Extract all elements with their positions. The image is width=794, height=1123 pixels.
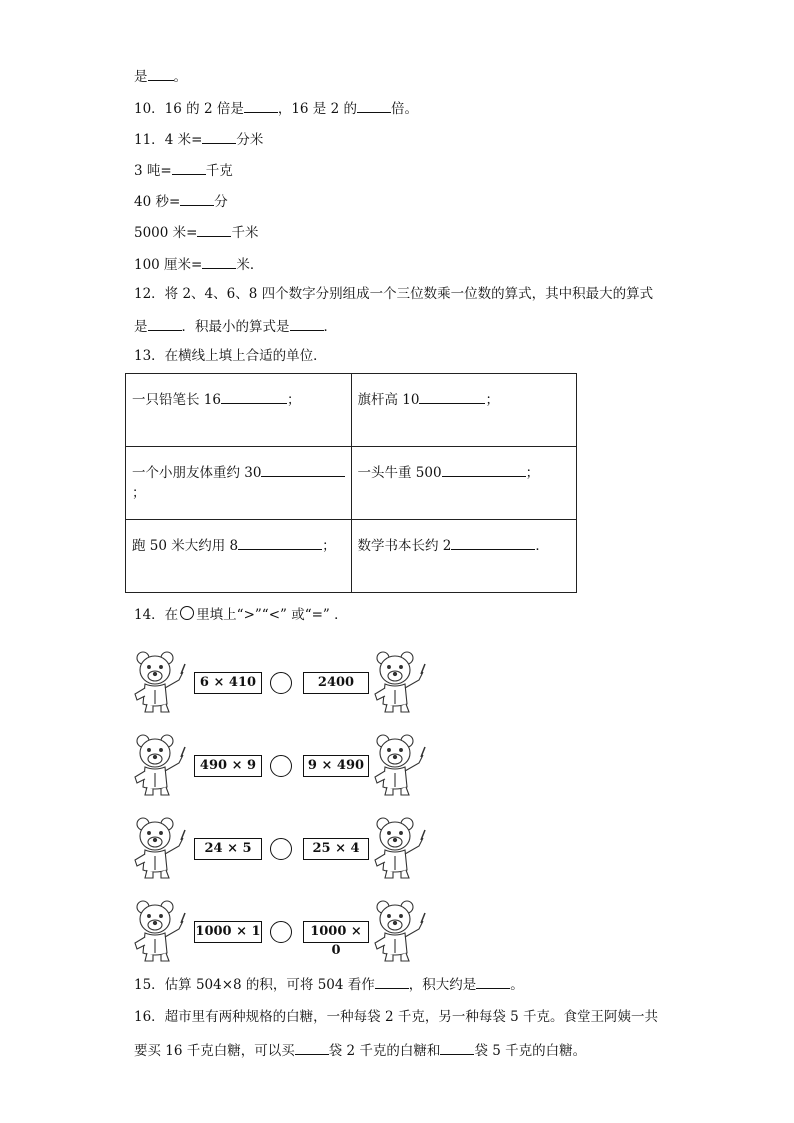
answer-blank[interactable] bbox=[476, 974, 510, 989]
unit-cell bbox=[351, 374, 577, 447]
q15-text-b: ，积大约是 bbox=[408, 977, 477, 993]
q12-text-a: 是 bbox=[134, 319, 148, 335]
answer-blank[interactable] bbox=[442, 462, 526, 477]
bear-mascot-icon bbox=[373, 729, 427, 797]
question-11-line-5 bbox=[134, 254, 263, 274]
question-16-line-1 bbox=[134, 1008, 658, 1026]
q11-item-right: 千克 bbox=[205, 163, 233, 179]
q15-text-a: 15．估算 504×8 的积，可将 504 看作 bbox=[134, 977, 375, 993]
q13-text: 13．在横线上填上合适的单位． bbox=[134, 348, 327, 364]
right-expression: 2400 bbox=[303, 672, 369, 694]
question-15 bbox=[134, 974, 524, 994]
q10-text-a: 10．16 的 2 倍是 bbox=[134, 101, 244, 117]
bear-mascot-icon bbox=[133, 812, 187, 880]
q11-item-right: 米． bbox=[236, 257, 264, 273]
q11-item-left: 100 厘米= bbox=[134, 257, 203, 273]
unit-cell-end: ； bbox=[286, 392, 301, 408]
bear-mascot-icon bbox=[373, 646, 427, 714]
answer-blank[interactable] bbox=[290, 316, 324, 331]
q16-text-a: 要买 16 千克白糖，可以买 bbox=[134, 1043, 295, 1059]
unit-cell-text: 一个小朋友体重约 30 bbox=[132, 465, 262, 481]
unit-cell-text: 跑 50 米大约用 8 bbox=[132, 538, 239, 554]
q11-item-right: 分 bbox=[214, 194, 228, 210]
unit-cell bbox=[126, 520, 352, 593]
q11-item-right: 千米 bbox=[231, 225, 259, 241]
question-12-line-2 bbox=[134, 316, 337, 336]
bear-mascot-icon bbox=[133, 729, 187, 797]
right-expression: 1000 × 0 bbox=[303, 921, 369, 943]
unit-cell bbox=[351, 520, 577, 593]
q11-item-left: 40 秒= bbox=[134, 194, 181, 210]
answer-blank[interactable] bbox=[244, 98, 278, 113]
q12-text-b: ．积最小的算式是 bbox=[181, 319, 290, 335]
q12-text-c: ． bbox=[323, 319, 337, 335]
unit-cell bbox=[126, 374, 352, 447]
q10-text-c: 倍。 bbox=[390, 101, 418, 117]
answer-blank[interactable] bbox=[148, 316, 182, 331]
unit-cell-end: ； bbox=[132, 485, 146, 501]
bear-mascot-icon bbox=[373, 812, 427, 880]
question-11-line-4 bbox=[134, 222, 258, 242]
compare-circle[interactable] bbox=[270, 672, 292, 694]
compare-circle[interactable] bbox=[270, 838, 292, 860]
question-16-line-2 bbox=[134, 1040, 586, 1060]
q11-item-right: 分米 bbox=[236, 132, 264, 148]
q9-tail-end: 。 bbox=[173, 69, 187, 85]
q16-text: 16．超市里有两种规格的白糖，一种每袋 2 千克，另一种每袋 5 千克。食堂王阿姨一共 bbox=[134, 1009, 659, 1025]
q11-number: 11． bbox=[134, 132, 165, 148]
q11-item-left: 3 吨= bbox=[134, 163, 172, 179]
compare-row bbox=[133, 729, 433, 801]
bear-mascot-icon bbox=[373, 895, 427, 963]
question-14-title bbox=[134, 606, 348, 624]
unit-cell bbox=[126, 447, 352, 520]
right-expression: 25 × 4 bbox=[303, 838, 369, 860]
q16-text-b: 袋 2 千克的白糖和 bbox=[328, 1043, 441, 1059]
circle-icon bbox=[180, 606, 194, 620]
unit-cell-end: ． bbox=[535, 538, 549, 554]
q9-tail-text: 是 bbox=[134, 69, 148, 85]
answer-blank[interactable] bbox=[357, 98, 391, 113]
answer-blank[interactable] bbox=[202, 129, 236, 144]
answer-blank[interactable] bbox=[238, 535, 322, 550]
question-13-title bbox=[134, 347, 327, 365]
q9-tail bbox=[134, 66, 187, 86]
answer-blank[interactable] bbox=[221, 389, 287, 404]
answer-blank[interactable] bbox=[148, 66, 174, 81]
bear-mascot-icon bbox=[133, 646, 187, 714]
left-expression: 24 × 5 bbox=[194, 838, 262, 860]
question-11-line-3 bbox=[134, 191, 228, 211]
question-11-line-2 bbox=[134, 160, 233, 180]
q14-text-a: 14．在 bbox=[134, 607, 179, 623]
unit-cell bbox=[351, 447, 577, 520]
question-10 bbox=[134, 98, 418, 118]
unit-cell-end: ； bbox=[322, 538, 336, 554]
compare-circle[interactable] bbox=[270, 755, 292, 777]
unit-cell-end: ； bbox=[485, 392, 499, 408]
answer-blank[interactable] bbox=[295, 1040, 329, 1055]
answer-blank[interactable] bbox=[451, 535, 535, 550]
answer-blank[interactable] bbox=[172, 160, 206, 175]
question-11-line-1 bbox=[134, 129, 263, 149]
unit-cell-text: 数学书本长约 2 bbox=[357, 538, 452, 554]
unit-cell-text: 一头牛重 500 bbox=[357, 465, 442, 481]
left-expression: 1000 × 1 bbox=[194, 921, 262, 943]
right-expression: 9 × 490 bbox=[303, 755, 369, 777]
answer-blank[interactable] bbox=[440, 1040, 474, 1055]
compare-row bbox=[133, 895, 433, 967]
left-expression: 6 × 410 bbox=[194, 672, 262, 694]
q14-text-b: 里填上“>”“<” 或“=” ． bbox=[196, 607, 348, 623]
unit-cell-end: ； bbox=[525, 465, 540, 481]
compare-circle[interactable] bbox=[270, 921, 292, 943]
unit-cell-text: 旗杆高 10 bbox=[357, 392, 420, 408]
q12-text: 12．将 2、4、6、8 四个数字分别组成一个三位数乘一位数的算式，其中积最大的算式 bbox=[134, 286, 654, 302]
unit-cell-text: 一只铅笔长 16 bbox=[132, 392, 221, 408]
compare-row bbox=[133, 812, 433, 884]
answer-blank[interactable] bbox=[202, 254, 236, 269]
q15-text-c: 。 bbox=[510, 977, 524, 993]
compare-row bbox=[133, 646, 433, 718]
unit-table bbox=[125, 373, 577, 593]
q16-text-c: 袋 5 千克的白糖。 bbox=[474, 1043, 587, 1059]
q11-item-left: 4 米= bbox=[164, 132, 203, 148]
answer-blank[interactable] bbox=[261, 462, 345, 477]
answer-blank[interactable] bbox=[180, 191, 214, 206]
q11-item-left: 5000 米= bbox=[134, 225, 198, 241]
answer-blank[interactable] bbox=[419, 389, 485, 404]
answer-blank[interactable] bbox=[375, 974, 409, 989]
question-12-line-1 bbox=[134, 285, 653, 303]
bear-mascot-icon bbox=[133, 895, 187, 963]
answer-blank[interactable] bbox=[197, 222, 231, 237]
left-expression: 490 × 9 bbox=[194, 755, 262, 777]
q10-text-b: ，16 是 2 的 bbox=[277, 101, 357, 117]
